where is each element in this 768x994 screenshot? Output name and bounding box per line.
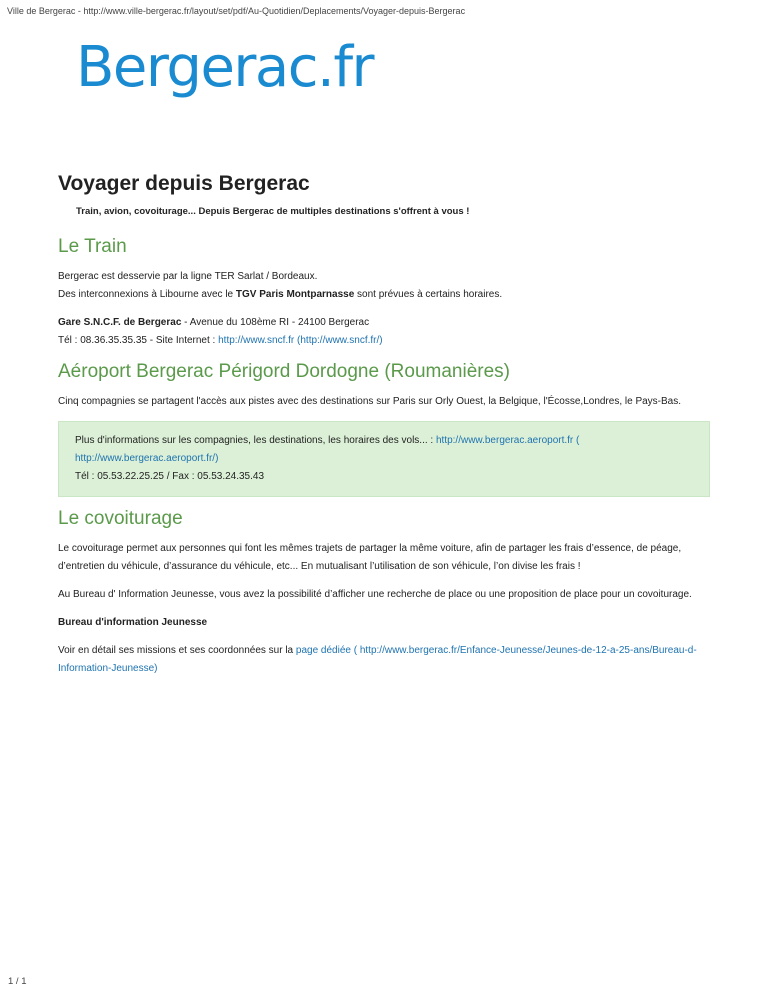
airport-tel-fax: Tél : 05.53.22.25.25 / Fax : 05.53.24.35.43: [75, 470, 265, 482]
train-line-2-pre: Des interconnexions à Libourne avec le: [58, 288, 236, 300]
airport-info-box: [58, 421, 710, 497]
train-heading: Le Train: [58, 236, 127, 257]
page-number: 1 / 1: [8, 976, 27, 987]
covoiturage-para-1: Le covoiturage permet aux personnes qui font les mêmes trajets de partager la même voiture, afin de partager les frais d’essence, de péage, d’entretien du véhicule, d’assurance du véhicule, etc... En mutualisant l’utilisation de son véhicule, l’on divise les frais !: [58, 542, 682, 572]
covoiturage-heading: Le covoiturage: [58, 507, 183, 529]
train-line-2-post: sont prévues à certains horaires.: [354, 288, 503, 300]
bij-detail-pre: Voir en détail ses missions et ses coordonnées sur la: [58, 644, 296, 656]
pdf-header-url: Ville de Bergerac - http://www.ville-bergerac.fr/layout/set/pdf/Au-Quotidien/Deplacements/Voyager-depuis-Bergerac: [7, 6, 466, 16]
gare-tel: Tél : 08.36.35.35.35 - Site Internet :: [58, 334, 219, 346]
covoiturage-section: [58, 509, 710, 678]
train-line-1: Bergerac est desservie par la ligne TER Sarlat / Bordeaux.: [58, 270, 318, 282]
page-subtitle: Train, avion, covoiturage... Depuis Bergerac de multiples destinations s'offrent à vous !: [76, 206, 470, 217]
gare-address: [58, 314, 710, 332]
main-content: [58, 172, 710, 690]
train-line-2: [58, 286, 710, 304]
sncf-link[interactable]: http://www.sncf.fr (http://www.sncf.fr/): [218, 334, 383, 346]
airport-info-pre: Plus d'informations sur les compagnies, les destinations, les horaires des vols... :: [75, 434, 436, 446]
gare-contact: [58, 332, 710, 350]
airport-heading: Aéroport Bergerac Périgord Dordogne (Roumanières): [58, 360, 511, 382]
covoiturage-para-2: Au Bureau d' Information Jeunesse, vous avez la possibilité d’afficher une recherche de place ou une proposition de place pour un covoiturage.: [58, 588, 692, 600]
gare-name: Gare S.N.C.F. de Bergerac: [58, 316, 182, 328]
airport-info-text: [75, 432, 693, 468]
airport-section: [58, 362, 710, 497]
bij-title: [58, 614, 710, 632]
page-title: Voyager depuis Bergerac: [58, 172, 310, 195]
train-section: [58, 237, 710, 350]
bergerac-logo: Bergerac.fr: [76, 35, 374, 100]
bij-detail: [58, 642, 710, 678]
gare-street: - Avenue du 108ème RI - 24100 Bergerac: [181, 316, 370, 328]
bij-title-text: Bureau d'information Jeunesse: [58, 616, 208, 628]
bij-page-link[interactable]: page dédiée ( http://www.bergerac.fr/Enfance-Jeunesse/Jeunes-de-12-a-25-ans/Bureau-d-Information-Jeunesse): [58, 644, 697, 674]
airport-description: Cinq compagnies se partagent l'accès aux pistes avec des destinations sur Paris sur Orly Ouest, la Belgique, l'Écosse,Londres, le Pays-Bas.: [58, 395, 682, 407]
tgv-label: TGV Paris Montparnasse: [235, 288, 355, 300]
aeroport-link[interactable]: http://www.bergerac.aeroport.fr ( http://www.bergerac.aeroport.fr/): [75, 434, 580, 464]
